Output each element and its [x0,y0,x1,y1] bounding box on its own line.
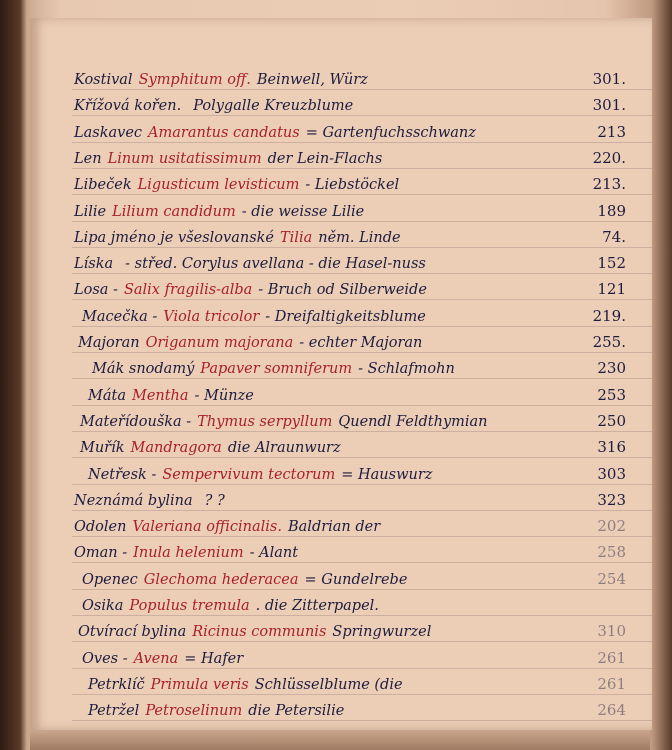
entry-czech: Majoran [78,335,140,351]
entry-line [74,141,644,167]
entry-number: 310 [597,622,626,641]
entry-czech: Lilie [74,203,107,220]
entry-german: die Petersilie [248,703,345,720]
entry-line [78,325,644,351]
entry-german: Springwurzel [332,624,432,641]
entry-german: Beinwell, Würz [256,72,368,88]
entry-german: - Liebstöckel [305,177,400,194]
entry-czech: Mák snodamý [92,361,195,378]
entry-number: 301. [592,96,626,115]
entry-czech: Netřesk - [88,466,157,483]
entry-number: 301. [592,70,626,88]
entry-german: - střed. Corylus avellana - die Hasel-nuss [125,256,426,273]
entry-german: = Hafer [184,650,244,667]
entry-german: Quendl Feldthymian [338,413,488,430]
entry-czech: Osika [82,598,124,614]
entry-german: ? ? [204,492,225,509]
entry-line [74,194,644,220]
entry-line [80,430,644,456]
entry-line [92,351,644,377]
entry-line [74,535,644,561]
entry-german: - Dreifaltigkeitsblume [265,308,426,325]
entry-number: 202 [597,517,626,536]
entry-latin: Thymus serpyllum [197,413,333,430]
entry-czech: Mateřídouška - [80,413,192,430]
entry-german: = Gartenfuchsschwanz [305,124,476,141]
entry-latin: Papaver somniferum [200,361,353,378]
entry-number: 230 [597,359,626,378]
entry-german: der Lein-Flachs [267,150,383,167]
entry-czech: Libeček [74,177,132,194]
entry-german: = Hauswurz [341,466,433,483]
entry-czech: Odolen [74,519,127,536]
entry-czech: Oman - [74,545,128,562]
entry-czech: Openec [82,571,138,588]
entry-line [82,299,644,325]
entry-line [74,167,644,193]
entry-line [88,693,644,719]
entry-number: 219. [592,306,626,325]
entry-number: 264 [597,701,626,720]
entry-latin: Origanum majorana [145,335,294,351]
entry-line [74,272,644,298]
notebook-page [30,18,652,730]
entry-line [74,88,644,114]
entry-line [74,246,644,272]
entry-number: 261 [597,648,626,667]
entry-latin: Primula veris [150,676,249,693]
entry-number: 253 [597,385,626,404]
entry-latin: Mentha [131,387,189,404]
entry-latin: Valeriana officinalis. [132,519,282,536]
entry-latin: Lilium candidum [112,203,236,220]
entry-line [74,220,644,246]
entry-german: . die Zitterpapel. [255,598,379,614]
entry-latin: Inula helenium [133,545,244,562]
entry-czech: Muřík [80,440,125,457]
entry-latin: Populus tremula [129,598,250,614]
entry-line [74,509,644,535]
entry-latin: Mandragora [130,440,222,457]
entry-line [88,667,644,693]
entry-czech: Petrklíč [88,676,145,693]
entry-czech: Macečka - [82,308,158,325]
page-edge [30,730,650,750]
entry-german: Baldrian der [288,519,381,536]
entry-line [74,62,644,88]
entry-number: 213 [597,122,626,141]
entry-latin: Tilia [280,229,313,246]
entry-czech: Kostival [74,72,133,88]
entry-number: 74. [602,227,626,246]
entry-czech: Petržel [88,703,140,720]
entry-czech: Lipa jméno je všeslovanské [74,229,274,246]
entry-german: - Schlafmohn [358,361,455,378]
entry-german: Schlüsselblume (die [254,676,403,693]
entry-german: něm. Linde [318,229,401,246]
entry-czech: Losa - [74,282,118,299]
entry-german: - echter Majoran [299,335,423,351]
entry-line [78,614,644,640]
entry-latin: Sempervivum tectorum [162,466,336,483]
entry-number: 189 [597,201,626,220]
entry-czech: Laskavec [74,124,143,141]
entry-german: Polygalle Kreuzblume [193,98,354,115]
entry-latin: Ligusticum levisticum [137,177,300,194]
entry-number: 254 [597,569,626,588]
entry-line [88,378,644,404]
entry-line [88,457,644,483]
entry-german: - Bruch od Silberweide [258,282,427,299]
entry-latin: Symphitum off. [138,72,251,88]
entry-number: 261 [597,674,626,693]
entry-czech: Otvírací bylina [78,624,187,641]
entry-number: 250 [597,411,626,430]
entry-german: = Gundelrebe [304,571,408,588]
entry-german: - die weisse Lilie [241,203,365,220]
entry-german: - Alant [249,545,299,562]
entry-number: 220. [592,148,626,167]
entry-latin: Linum usitatissimum [107,150,262,167]
entry-latin: Salix fragilis-alba [123,282,253,299]
entry-line [82,588,644,614]
entry-latin: Viola tricolor [163,308,260,325]
entry-number: 258 [597,543,626,562]
entry-german: die Alraunwurz [227,440,341,457]
ruled-line [72,720,652,721]
entry-line [74,483,644,509]
entry-number: 323 [597,490,626,509]
entry-latin: Glechoma hederacea [143,571,299,588]
entry-number: 303 [597,464,626,483]
entry-czech: Oves - [82,650,128,667]
entry-german: - Münze [194,387,254,404]
entry-czech: Máta [88,387,126,404]
entry-latin: Avena [133,650,179,667]
entry-line [82,641,644,667]
entry-number: 316 [597,438,626,457]
entry-number: 213. [592,175,626,194]
entry-line [82,562,644,588]
entry-czech: Len [74,150,102,167]
entry-number: 255. [592,333,626,351]
entry-line [74,115,644,141]
entry-number: 152 [597,254,626,273]
entry-czech: Líska [74,256,114,273]
entry-latin: Ricinus communis [192,624,327,641]
entry-line [80,404,644,430]
entry-czech: Křížová kořen. [74,98,182,115]
entry-number: 121 [597,280,626,299]
entry-latin: Amarantus candatus [148,124,300,141]
entry-latin: Petroselinum [145,703,243,720]
entry-czech: Neznámá bylina [74,492,193,509]
